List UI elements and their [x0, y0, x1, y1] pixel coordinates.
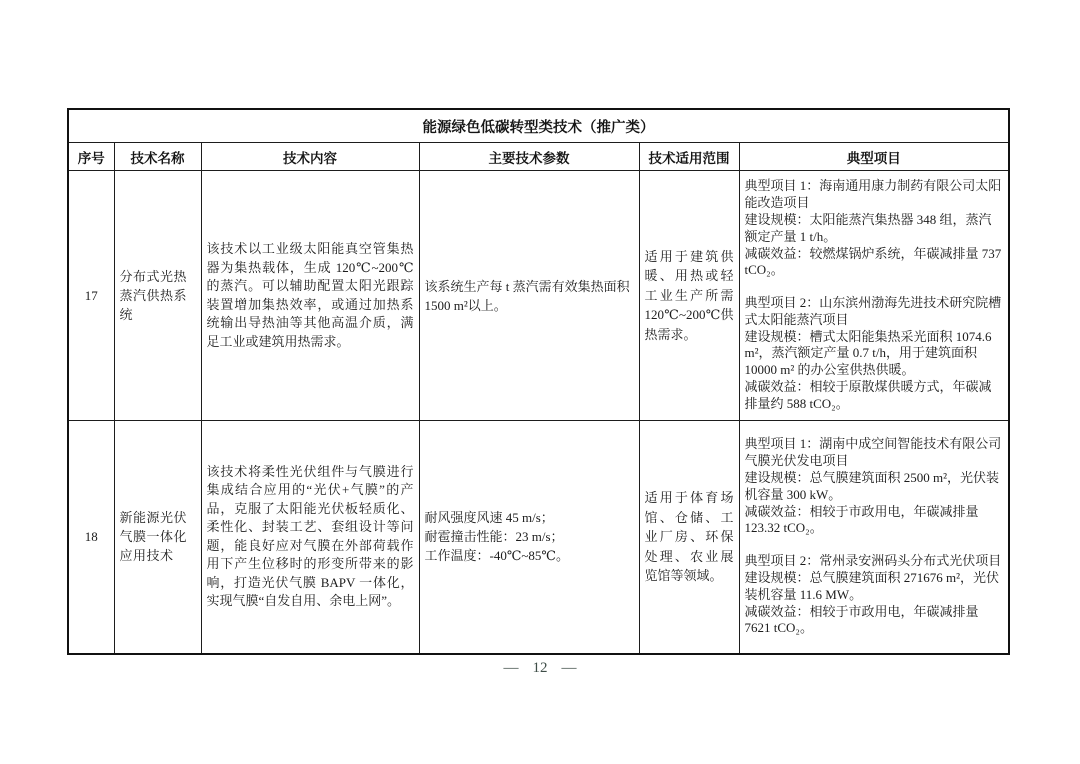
table-title-row: [68, 109, 1009, 143]
parameter-paragraph: 耐风强度风速 45 m/s；: [424, 510, 554, 526]
cell-tech-content: [201, 171, 419, 421]
project-title: 典型项目 2：山东滨州渤海先进技术研究院槽式太阳能蒸汽项目: [744, 295, 1002, 327]
footer-right-dash: —: [561, 660, 577, 676]
project-scale: 建设规模：总气膜建筑面积 271676 m²，光伏装机容量 11.6 MW。: [744, 569, 1000, 602]
cell-index: 18: [68, 421, 114, 654]
col-header-typical-projects: 典型项目: [739, 143, 1009, 171]
project-scale: 建设规模：总气膜建筑面积 2500 m²，光伏装机容量 300 kW。: [744, 469, 1000, 502]
project-2: [745, 295, 1004, 413]
page-footer: [0, 660, 1080, 677]
footer-left-dash: —: [503, 660, 519, 676]
page-number: 12: [532, 660, 548, 676]
tech-content-text: 该技术以工业级太阳能真空管集热器为集热载体，生成 120℃~200℃的蒸汽。可以辅助配置太阳光跟踪装置增加集热效率，或通过加热系统输出导热油等其他高温介质，满足工业或建筑用热需求。: [206, 241, 414, 349]
cell-typical-projects: [739, 171, 1009, 421]
cell-typical-projects: [739, 421, 1009, 654]
parameter-paragraph: 工作温度：-40℃~85℃。: [424, 548, 569, 564]
table-title: 能源绿色低碳转型类技术（推广类）: [68, 109, 1009, 143]
cell-index: 17: [68, 171, 114, 421]
project-scale: 建设规模：槽式太阳能集热采光面积 1074.6 m²，蒸汽额定产量 0.7 t/h，用于建筑面积 10000 m² 的办公室供热供暖。: [744, 328, 992, 378]
col-header-application-scope: 技术适用范围: [639, 143, 739, 171]
col-header-tech-content: 技术内容: [201, 143, 419, 171]
tech-content-text: 该技术将柔性光伏组件与气膜进行集成结合应用的“光伏+气膜”的产品，克服了太阳能光伏板轻质化、柔性化、封装工艺、套组设计等问题，能良好应对气膜在外部荷载作用下产生位移时的形变所带来的影响，打造光伏气膜 BAPV 一体化，实现气膜“自发自用、余电上网”。: [206, 463, 414, 609]
col-header-tech-name: 技术名称: [114, 143, 201, 171]
parameter-paragraph: 耐雹撞击性能：23 m/s；: [424, 529, 564, 545]
technology-table: [67, 108, 1010, 655]
col-header-index: 序号: [68, 143, 114, 171]
cell-tech-name: 新能源光伏气膜一体化应用技术: [114, 421, 201, 654]
table-row: [68, 171, 1009, 421]
project-benefit: 减碳效益：相较于市政用电，年碳减排量 7621 tCO₂。: [744, 603, 979, 636]
col-header-tech-parameters: 主要技术参数: [419, 143, 639, 171]
parameter-paragraph: 该系统生产每 t 蒸汽需有效集热面积 1500 m²以上。: [424, 278, 630, 313]
project-title: 典型项目 1：海南通用康力制药有限公司太阳能改造项目: [744, 178, 1002, 211]
cell-application-scope: 适用于体育场馆、仓储、工业厂房、环保处理、农业展览馆等领域。: [639, 421, 739, 654]
cell-tech-name: 分布式光热蒸汽供热系统: [114, 171, 201, 421]
project-scale: 建设规模：太阳能蒸汽集热器 348 组，蒸汽额定产量 1 t/h。: [744, 211, 992, 244]
project-1: [745, 436, 1004, 537]
project-title: 典型项目 1：湖南中成空间智能技术有限公司气膜光伏发电项目: [744, 436, 1002, 469]
table-header-row: [68, 143, 1009, 171]
project-benefit: 减碳效益：相较于原散煤供暖方式，年碳减排量约 588 tCO₂。: [744, 379, 992, 411]
table-row: [68, 421, 1009, 654]
project-benefit: 减碳效益：相较于市政用电，年碳减排量 123.32 tCO₂。: [744, 503, 979, 536]
cell-tech-parameters: [419, 421, 639, 654]
cell-application-scope: 适用于建筑供暖、用热或轻工业生产所需120℃~200℃供热需求。: [639, 171, 739, 421]
project-benefit: 减碳效益：较燃煤锅炉系统，年碳减排量 737 tCO₂。: [744, 245, 1002, 278]
cell-tech-content: [201, 421, 419, 654]
project-1: [745, 178, 1004, 279]
cell-tech-parameters: [419, 171, 639, 421]
project-title: 典型项目 2：常州录安洲码头分布式光伏项目: [744, 553, 1002, 569]
project-2: [745, 553, 1004, 637]
